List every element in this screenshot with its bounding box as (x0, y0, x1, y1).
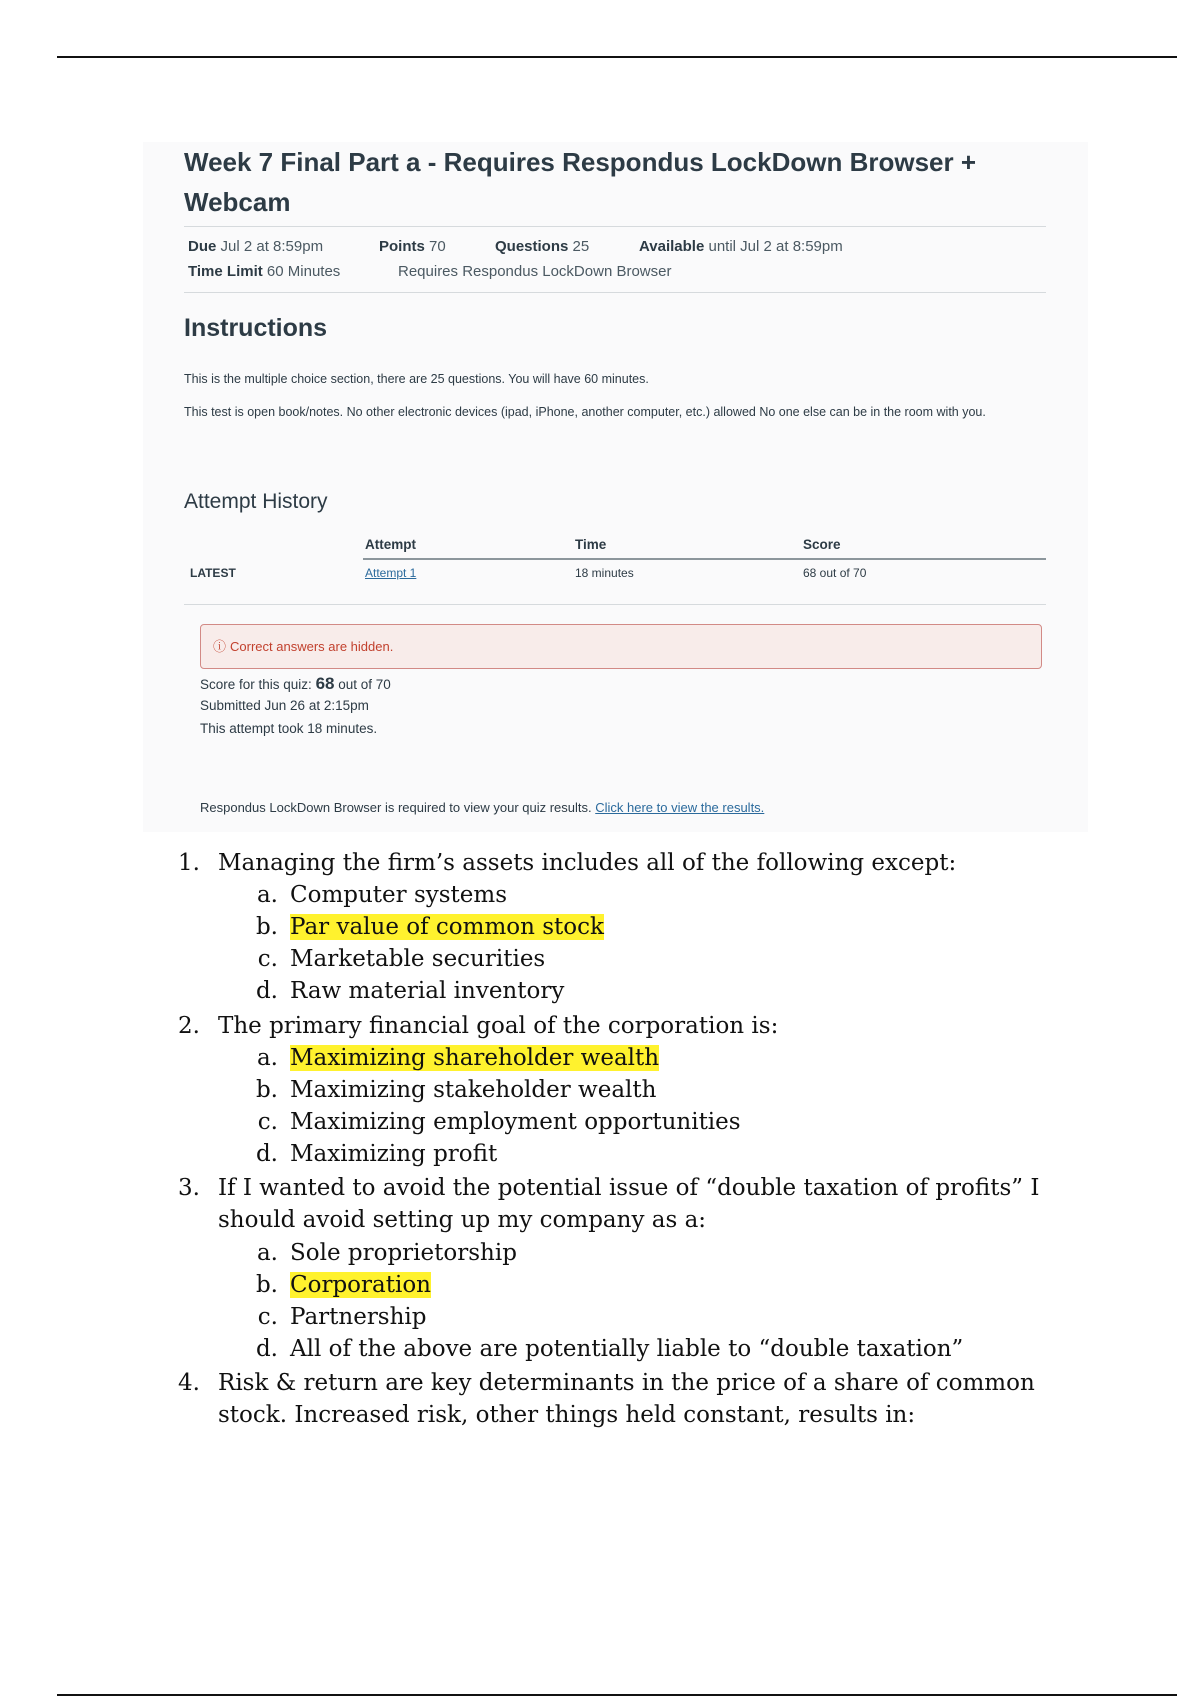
divider (184, 292, 1046, 293)
table-header-rule (363, 558, 1046, 560)
column-header-score: Score (803, 537, 841, 552)
attempt-score: 68 out of 70 (803, 566, 867, 580)
highlighted-answer: Corporation (290, 1272, 431, 1298)
question-3-continued: should avoid setting up my company as a: (218, 1207, 707, 1233)
instructions-heading: Instructions (184, 314, 328, 342)
highlighted-answer: Par value of common stock (290, 914, 604, 940)
view-results-link[interactable]: Click here to view the results. (595, 800, 765, 815)
divider (184, 226, 1046, 227)
points-meta: Points 70 (379, 238, 446, 255)
instructions-paragraph-2: This test is open book/notes. No other electronic devices (ipad, iPhone, another computer, etc.) allowed No one else can be in the room with you. (184, 405, 986, 419)
column-header-time: Time (575, 537, 607, 552)
page-bottom-rule (57, 1694, 1177, 1696)
attempt-history-heading: Attempt History (184, 490, 328, 513)
question-4-continued: stock. Increased risk, other things held constant, results in: (218, 1402, 916, 1428)
questions-meta: Questions 25 (495, 238, 590, 255)
column-header-attempt: Attempt (365, 537, 416, 552)
attempt-time: 18 minutes (575, 566, 634, 580)
submitted-time: Submitted Jun 26 at 2:15pm (200, 698, 369, 713)
quiz-title: Week 7 Final Part a - Requires Respondus LockDown Browser + Webcam (184, 147, 977, 217)
info-circle-icon: ⓘ (213, 639, 227, 654)
highlighted-answer: Maximizing shareholder wealth (290, 1045, 660, 1071)
quiz-screenshot (143, 142, 1088, 832)
row-label-latest: LATEST (190, 566, 236, 580)
correct-answers-hidden-alert: ⓘ Correct answers are hidden. (200, 624, 1042, 669)
requires-meta: Requires Respondus LockDown Browser (398, 263, 672, 280)
page-top-rule (57, 56, 1177, 58)
due-meta: Due Jul 2 at 8:59pm (188, 238, 324, 255)
available-meta: Available until Jul 2 at 8:59pm (639, 238, 843, 255)
instructions-paragraph-1: This is the multiple choice section, there are 25 questions. You will have 60 minutes. (184, 372, 649, 386)
quiz-score: Score for this quiz: 68 out of 70 (200, 674, 391, 693)
timelimit-meta: Time Limit 60 Minutes (188, 263, 341, 280)
attempt-1-link[interactable]: Attempt 1 (365, 566, 417, 580)
divider (184, 604, 1046, 605)
attempt-duration: This attempt took 18 minutes. (200, 721, 378, 736)
lockdown-notice: Respondus LockDown Browser is required to view your quiz results. Click here to view the results. (200, 800, 765, 815)
